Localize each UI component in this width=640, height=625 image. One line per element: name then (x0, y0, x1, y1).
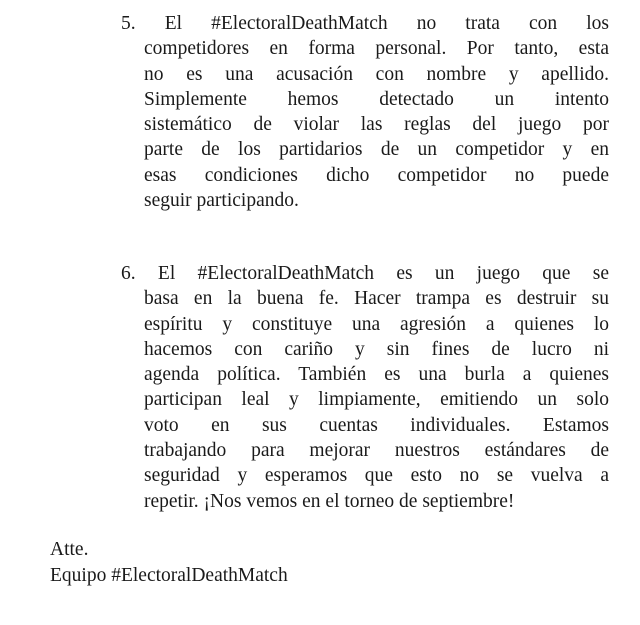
paragraph-line: 6. El #ElectoralDeathMatch es un juego que se (121, 263, 609, 284)
paragraph-line: Simplemente hemos detectado un intento (144, 88, 609, 110)
salutation: Atte. (50, 539, 89, 560)
paragraph-line: seguridad y esperamos que esto no se vuelva a (144, 465, 609, 487)
paragraph-line: hacemos con cariño y sin fines de lucro ni (144, 338, 609, 360)
paragraph-line: agenda política. También es una burla a quienes (144, 364, 609, 386)
paragraph-line: esas condiciones dicho competidor no puede (144, 164, 609, 186)
paragraph-line: parte de los partidarios de un competidor y en (144, 139, 609, 161)
paragraph-line: espíritu y constituye una agresión a quienes lo (144, 313, 609, 335)
paragraph-line: no es una acusación con nombre y apellido. (144, 63, 609, 85)
paragraph-line: basa en la buena fe. Hacer trampa es destruir su (144, 288, 609, 310)
paragraph-line: seguir participando. (144, 190, 299, 212)
closing-block (50, 537, 288, 588)
paragraph-line: trabajando para mejorar nuestros estándares de (144, 440, 609, 462)
paragraph-line: participan leal y limpiamente, emitiendo un solo (144, 389, 609, 411)
paragraph-item-5 (121, 11, 609, 213)
paragraph-line: voto en sus cuentas individuales. Estamos (144, 414, 609, 436)
paragraph-line: repetir. ¡Nos vemos en el torneo de septiembre! (144, 490, 515, 512)
paragraph-item-6 (121, 261, 609, 514)
paragraph-line: sistemático de violar las reglas del juego por (144, 114, 609, 136)
paragraph-line: competidores en forma personal. Por tanto, esta (144, 38, 609, 60)
signature: Equipo #ElectoralDeathMatch (50, 564, 288, 586)
paragraph-line: 5. El #ElectoralDeathMatch no trata con los (121, 13, 609, 34)
